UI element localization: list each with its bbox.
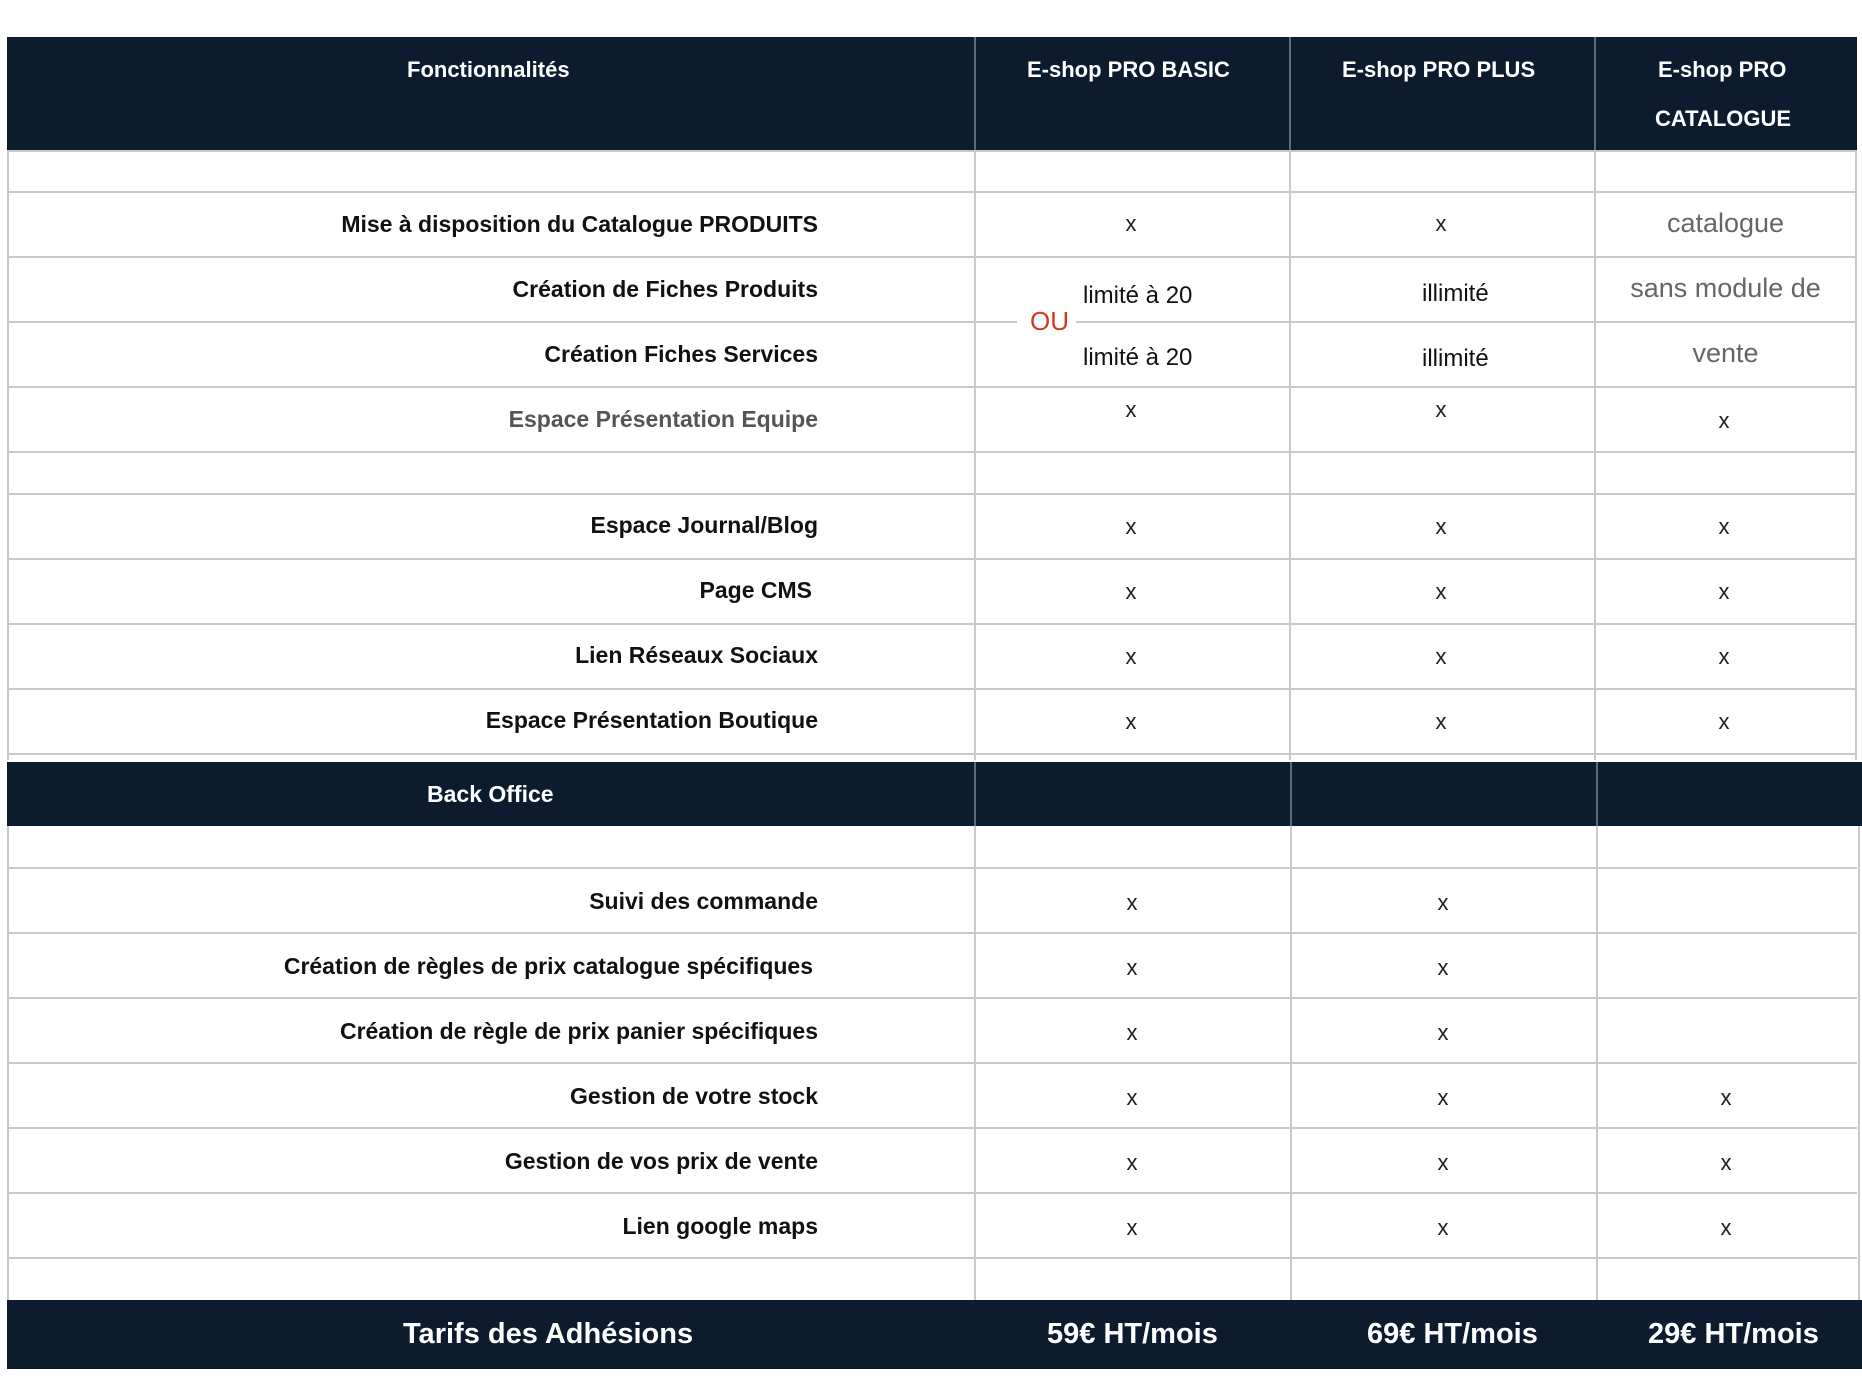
check-mark: x xyxy=(1435,514,1447,539)
check-mark: x xyxy=(1125,211,1137,236)
check-mark: x xyxy=(1126,890,1138,915)
check-mark: x xyxy=(1718,408,1730,433)
check-mark: x xyxy=(1126,1150,1138,1175)
bo-regles-catalogue: Création de règles de prix catalogue spécifiques xyxy=(283,953,813,979)
header-plan-catalogue-line2: CATALOGUE xyxy=(1655,106,1792,131)
back-office-header xyxy=(7,762,1862,826)
check-mark: x xyxy=(1720,1085,1732,1110)
grid-line xyxy=(7,256,1857,258)
check-mark: x xyxy=(1718,644,1730,669)
header-divider xyxy=(974,762,976,826)
check-mark: x xyxy=(1718,514,1730,539)
header-plan-catalogue-line1: E-shop PRO xyxy=(1658,57,1787,82)
feature-catalogue: Mise à disposition du Catalogue PRODUITS xyxy=(341,211,818,237)
check-mark: x xyxy=(1125,397,1137,422)
check-mark: x xyxy=(1718,579,1730,604)
or-marker: OU xyxy=(1030,306,1069,336)
header-divider xyxy=(1594,37,1596,150)
price-catalogue: 29€ HT/mois xyxy=(1648,1318,1819,1350)
grid-line xyxy=(7,451,1857,453)
feature-fiches-services: Création Fiches Services xyxy=(544,341,818,367)
feature-equipe: Espace Présentation Equipe xyxy=(508,406,818,432)
grid-line xyxy=(974,150,976,760)
header-divider xyxy=(1289,37,1291,150)
check-mark: x xyxy=(1435,211,1447,236)
header-divider xyxy=(1290,762,1292,826)
grid-line xyxy=(1594,150,1596,760)
check-mark: x xyxy=(1126,1020,1138,1045)
bo-stock: Gestion de votre stock xyxy=(570,1083,818,1109)
check-mark: x xyxy=(1437,890,1449,915)
check-mark: x xyxy=(1437,1020,1449,1045)
check-mark: x xyxy=(1435,644,1447,669)
check-mark: x xyxy=(1435,579,1447,604)
check-mark: x xyxy=(1126,1215,1138,1240)
feature-reseaux: Lien Réseaux Sociaux xyxy=(575,642,818,668)
feature-blog: Espace Journal/Blog xyxy=(590,512,818,538)
bo-prix-vente: Gestion de vos prix de vente xyxy=(504,1148,818,1174)
limit-value: limité à 20 xyxy=(1083,282,1193,309)
grid-line xyxy=(1289,150,1291,760)
grid-line xyxy=(7,558,1857,560)
header-features: Fonctionnalités xyxy=(407,57,570,82)
grid-line xyxy=(1855,150,1857,760)
grid-line xyxy=(7,321,1017,323)
grid-line xyxy=(7,867,1857,869)
grid-line xyxy=(7,1192,1857,1194)
back-office-title: Back Office xyxy=(427,781,554,807)
check-mark: x xyxy=(1718,709,1730,734)
check-mark: x xyxy=(1125,579,1137,604)
check-mark: x xyxy=(1125,644,1137,669)
limit-value: limité à 20 xyxy=(1083,344,1193,371)
check-mark: x xyxy=(1126,955,1138,980)
catalogue-note: sans module de xyxy=(1630,273,1821,303)
feature-fiches-produits: Création de Fiches Produits xyxy=(512,276,818,302)
header-divider xyxy=(974,37,976,150)
grid-line xyxy=(7,932,1857,934)
check-mark: x xyxy=(1125,709,1137,734)
pricing-bar xyxy=(7,1300,1862,1369)
unlimited-value: illimité xyxy=(1422,280,1489,307)
feature-boutique: Espace Présentation Boutique xyxy=(485,707,818,733)
header-divider xyxy=(1596,762,1598,826)
grid-line xyxy=(7,1062,1857,1064)
price-basic: 59€ HT/mois xyxy=(1047,1318,1218,1350)
check-mark: x xyxy=(1435,397,1447,422)
price-plus: 69€ HT/mois xyxy=(1367,1318,1538,1350)
header-plan-plus: E-shop PRO PLUS xyxy=(1342,57,1536,82)
bo-regles-panier: Création de règle de prix panier spécifiques xyxy=(339,1018,818,1044)
feature-cms: Page CMS xyxy=(699,577,812,603)
catalogue-note: vente xyxy=(1692,338,1759,368)
check-mark: x xyxy=(1435,709,1447,734)
check-mark: x xyxy=(1720,1150,1732,1175)
grid-line xyxy=(7,688,1857,690)
check-mark: x xyxy=(1126,1085,1138,1110)
grid-line xyxy=(1858,826,1860,1300)
header-plan-basic: E-shop PRO BASIC xyxy=(1027,57,1230,82)
grid-line xyxy=(7,1127,1857,1129)
grid-line xyxy=(7,386,1857,388)
catalogue-note: catalogue xyxy=(1666,208,1785,238)
grid-line xyxy=(7,997,1857,999)
check-mark: x xyxy=(1437,955,1449,980)
grid-line xyxy=(7,150,1857,152)
unlimited-value: illimité xyxy=(1422,345,1489,372)
pricing-label: Tarifs des Adhésions xyxy=(403,1318,694,1350)
bo-maps: Lien google maps xyxy=(622,1213,818,1239)
bo-suivi: Suivi des commande xyxy=(589,888,818,914)
check-mark: x xyxy=(1125,514,1137,539)
grid-line xyxy=(7,753,1857,755)
grid-line xyxy=(7,493,1857,495)
check-mark: x xyxy=(1437,1215,1449,1240)
table-header xyxy=(7,37,1857,150)
check-mark: x xyxy=(1437,1150,1449,1175)
check-mark: x xyxy=(1437,1085,1449,1110)
grid-line xyxy=(7,1257,1857,1259)
grid-line xyxy=(7,191,1857,193)
grid-line xyxy=(1076,321,1857,323)
grid-line xyxy=(7,150,9,760)
grid-line xyxy=(7,623,1857,625)
check-mark: x xyxy=(1720,1215,1732,1240)
